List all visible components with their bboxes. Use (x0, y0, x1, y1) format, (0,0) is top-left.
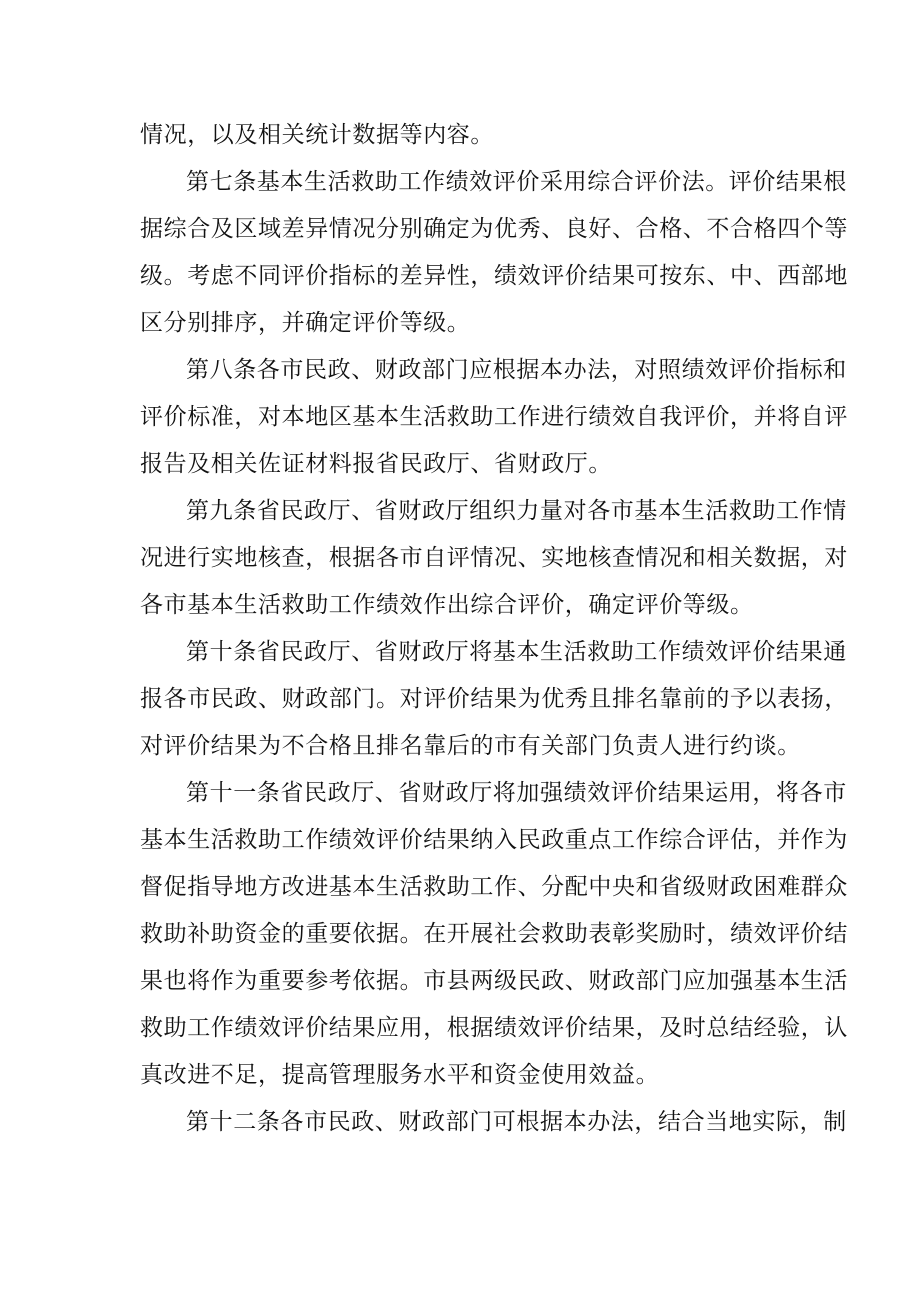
text-line: 救助补助资金的重要依据。在开展社会救助表彰奖励时，绩效评价结 (140, 921, 848, 947)
text-line: 果也将作为重要参考依据。市县两级民政、财政部门应加强基本生活 (140, 968, 848, 994)
article-8-paragraph (140, 347, 848, 488)
text-line: 各市基本生活救助工作绩效作出综合评价，确定评价等级。 (140, 592, 754, 618)
text-line: 基本生活救助工作绩效评价结果纳入民政重点工作综合评估，并作为 (140, 827, 848, 853)
text-line: 情况，以及相关统计数据等内容。 (140, 122, 494, 148)
article-11-paragraph (140, 770, 848, 1099)
text-line: 第九条省民政厅、省财政厅组织力量对各市基本生活救助工作情 (186, 498, 847, 524)
text-line: 据综合及区域差异情况分别确定为优秀、良好、合格、不合格四个等 (140, 216, 848, 242)
text-line: 况进行实地核查，根据各市自评情况、实地核查情况和相关数据，对 (140, 545, 848, 571)
text-line: 对评价结果为不合格且排名靠后的市有关部门负责人进行约谈。 (140, 733, 801, 759)
text-line: 评价标准，对本地区基本生活救助工作进行绩效自我评价，并将自评 (140, 404, 848, 430)
article-10-paragraph (140, 629, 848, 770)
text-line: 真改进不足，提高管理服务水平和资金使用效益。 (140, 1062, 660, 1088)
text-line: 第十条省民政厅、省财政厅将基本生活救助工作绩效评价结果通 (186, 639, 847, 665)
document-body (140, 112, 848, 1146)
text-line: 级。考虑不同评价指标的差异性，绩效评价结果可按东、中、西部地 (140, 263, 848, 289)
paragraph-continuation (140, 112, 780, 159)
text-line: 第十二条各市民政、财政部门可根据本办法，结合当地实际，制 (186, 1109, 847, 1135)
article-7-paragraph (140, 159, 848, 347)
text-line: 报各市民政、财政部门。对评价结果为优秀且排名靠前的予以表扬， (140, 686, 848, 712)
text-line: 督促指导地方改进基本生活救助工作、分配中央和省级财政困难群众 (140, 874, 848, 900)
article-12-paragraph (140, 1099, 847, 1146)
text-line: 第八条各市民政、财政部门应根据本办法，对照绩效评价指标和 (186, 357, 847, 383)
text-line: 救助工作绩效评价结果应用，根据绩效评价结果，及时总结经验，认 (140, 1015, 848, 1041)
text-line: 区分别排序，并确定评价等级。 (140, 310, 471, 336)
text-line: 第十一条省民政厅、省财政厅将加强绩效评价结果运用，将各市 (186, 780, 847, 806)
text-line: 第七条基本生活救助工作绩效评价采用综合评价法。评价结果根 (186, 169, 847, 195)
text-line: 报告及相关佐证材料报省民政厅、省财政厅。 (140, 451, 612, 477)
article-9-paragraph (140, 488, 848, 629)
